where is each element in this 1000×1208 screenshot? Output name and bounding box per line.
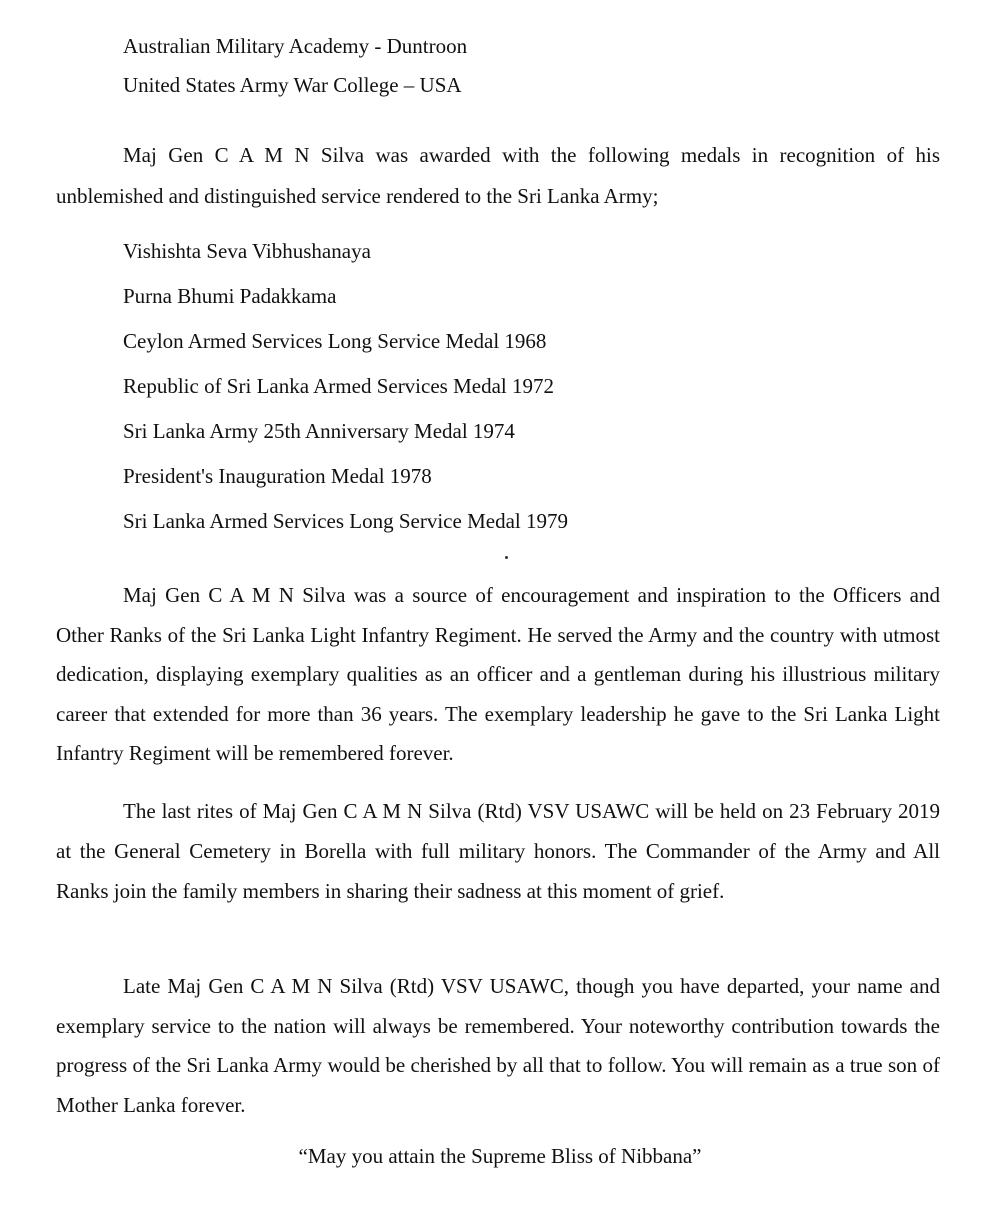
institution-line: United States Army War College – USA [123,73,462,97]
tribute-paragraph [56,576,940,774]
medal-item: Republic of Sri Lanka Armed Services Medal 1972 [123,374,554,398]
paragraph-text: Late Maj Gen C A M N Silva (Rtd) VSV USAWC, though you have departed, your name and exemplary service to the nation will always be remembered. Your noteworthy contribution towards the progress of the Sri Lanka Army would be cherished by all that to follow. You will remain as a true son of Mother Lanka forever. [56,974,940,1117]
paragraph-text: Maj Gen C A M N Silva was awarded with the following medals in recognition of his unblemished and distinguished service rendered to the Sri Lanka Army; [56,143,940,208]
scan-speck [505,556,508,559]
institution-line: Australian Military Academy - Duntroon [123,34,468,58]
paragraph-text: The last rites of Maj Gen C A M N Silva (Rtd) VSV USAWC will be held on 23 February 2019 at the General Cemetery in Borella with full military honors. The Commander of the Army and All Ranks join the family members in sharing their sadness at this moment of grief. [56,799,940,903]
funeral-paragraph [56,791,940,911]
farewell-paragraph [56,967,940,1125]
paragraph-text: Maj Gen C A M N Silva was a source of encouragement and inspiration to the Officers and Other Ranks of the Sri Lanka Light Infantry Regiment. He served the Army and the country with utmost dedication, displaying exemplary qualities as an officer and a gentleman during his illustrious military career that extended for more than 36 years. The exemplary leadership he gave to the Sri Lanka Light Infantry Regiment will be remembered forever. [56,583,940,765]
medal-item: Sri Lanka Armed Services Long Service Medal 1979 [123,509,568,533]
medal-item: Ceylon Armed Services Long Service Medal 1968 [123,329,547,353]
medals-intro-paragraph [56,135,940,217]
medal-item: President's Inauguration Medal 1978 [123,464,432,488]
medal-item: Vishishta Seva Vibhushanaya [123,239,371,263]
closing-blessing: “May you attain the Supreme Bliss of Nibbana” [298,1144,702,1168]
medal-item: Purna Bhumi Padakkama [123,284,337,308]
medal-item: Sri Lanka Army 25th Anniversary Medal 1974 [123,419,515,443]
